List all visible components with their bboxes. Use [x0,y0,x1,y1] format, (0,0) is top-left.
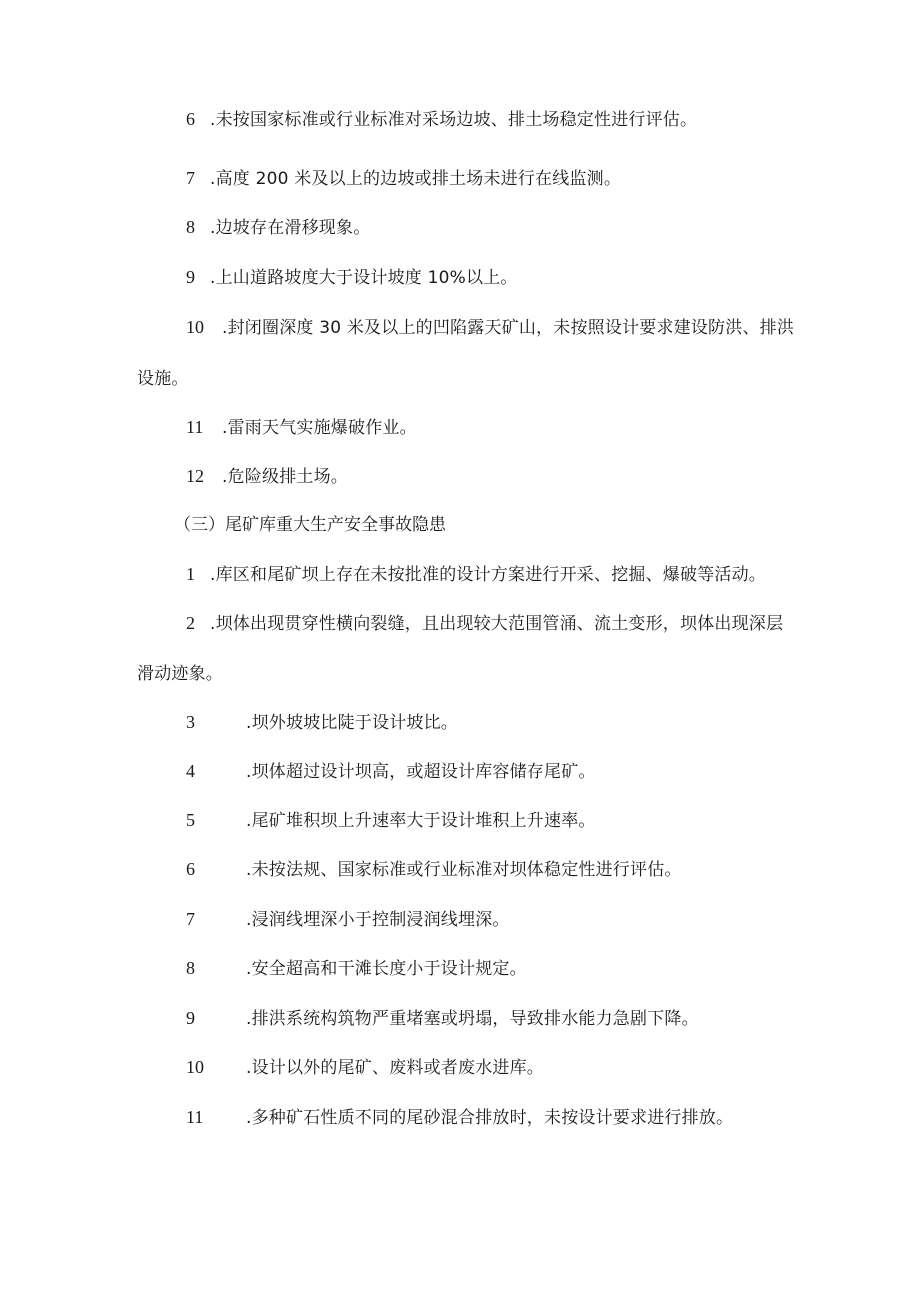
list-item [186,808,596,833]
item-number: 9 [186,1008,195,1028]
item-text: .未按法规、国家标准或行业标准对坝体稳定性进行评估。 [246,860,682,880]
item-number: 11 [186,417,204,437]
item-text: .边坡存在滑移现象。 [210,218,371,238]
item-number: 8 [186,958,195,978]
list-item [186,107,697,132]
list-item [186,710,458,735]
list-item [186,956,527,981]
item-text: .设计以外的尾矿、废料或者废水进库。 [246,1058,545,1078]
list-item [186,611,783,636]
item-text: .浸润线埋深小于控制浸润线埋深。 [246,910,510,930]
item-text: .雷雨天气实施爆破作业。 [222,418,417,438]
item-text: .未按国家标准或行业标准对采场边坡、排土场稳定性进行评估。 [210,110,698,130]
item-number: 3 [186,712,195,732]
item-text: .坝体超过设计坝高，或超设计库容储存尾矿。 [246,762,596,782]
section-heading: （三）尾矿库重大生产安全事故隐患 [174,515,446,535]
list-item [186,415,417,440]
item-text-continuation: 设施。 [137,369,189,389]
item-text: .尾矿堆积坝上升速率大于设计堆积上升速率。 [246,811,596,831]
item-number: 8 [186,217,195,237]
list-item [186,1006,699,1031]
item-text: .封闭圈深度 30 米及以上的凹陷露天矿山，未按照设计要求建设防洪、排洪 [222,318,795,338]
list-item [186,562,766,587]
list-item [186,857,682,882]
list-item [186,1105,733,1130]
item-number: 10 [186,1057,204,1077]
item-number: 2 [186,613,195,633]
list-item [186,907,510,932]
item-number: 5 [186,810,195,830]
item-text: .危险级排土场。 [222,467,349,487]
item-number: 12 [186,466,204,486]
list-item-continuation [137,662,223,686]
item-text: .坝外坡坡比陡于设计坡比。 [246,713,459,733]
list-item [186,166,621,191]
list-item [186,464,348,489]
list-item [186,759,596,784]
item-number: 7 [186,909,195,929]
item-text-continuation: 滑动迹象。 [137,664,223,684]
item-text: .上山道路坡度大于设计坡度 10%以上。 [210,268,518,288]
item-text: .排洪系统构筑物严重堵塞或坍塌，导致排水能力急剧下降。 [246,1009,699,1029]
item-number: 10 [186,317,204,337]
list-item [186,315,794,340]
item-text: .安全超高和干滩长度小于设计规定。 [246,959,527,979]
list-item [186,1055,544,1080]
list-item-continuation [137,367,189,391]
item-text: .库区和尾矿坝上存在未按批准的设计方案进行开采、挖掘、爆破等活动。 [210,565,767,585]
item-number: 6 [186,109,195,129]
item-text: .高度 200 米及以上的边坡或排土场未进行在线监测。 [210,169,622,189]
list-item [186,215,370,240]
item-number: 1 [186,564,195,584]
item-text: .坝体出现贯穿性横向裂缝，且出现较大范围管涌、流土变形，坝体出现深层 [210,614,784,634]
item-number: 4 [186,761,195,781]
item-text: .多种矿石性质不同的尾砂混合排放时，未按设计要求进行排放。 [246,1108,734,1128]
item-number: 11 [186,1107,204,1127]
item-number: 7 [186,168,195,188]
item-number: 6 [186,859,195,879]
list-item [186,265,518,290]
item-number: 9 [186,267,195,287]
